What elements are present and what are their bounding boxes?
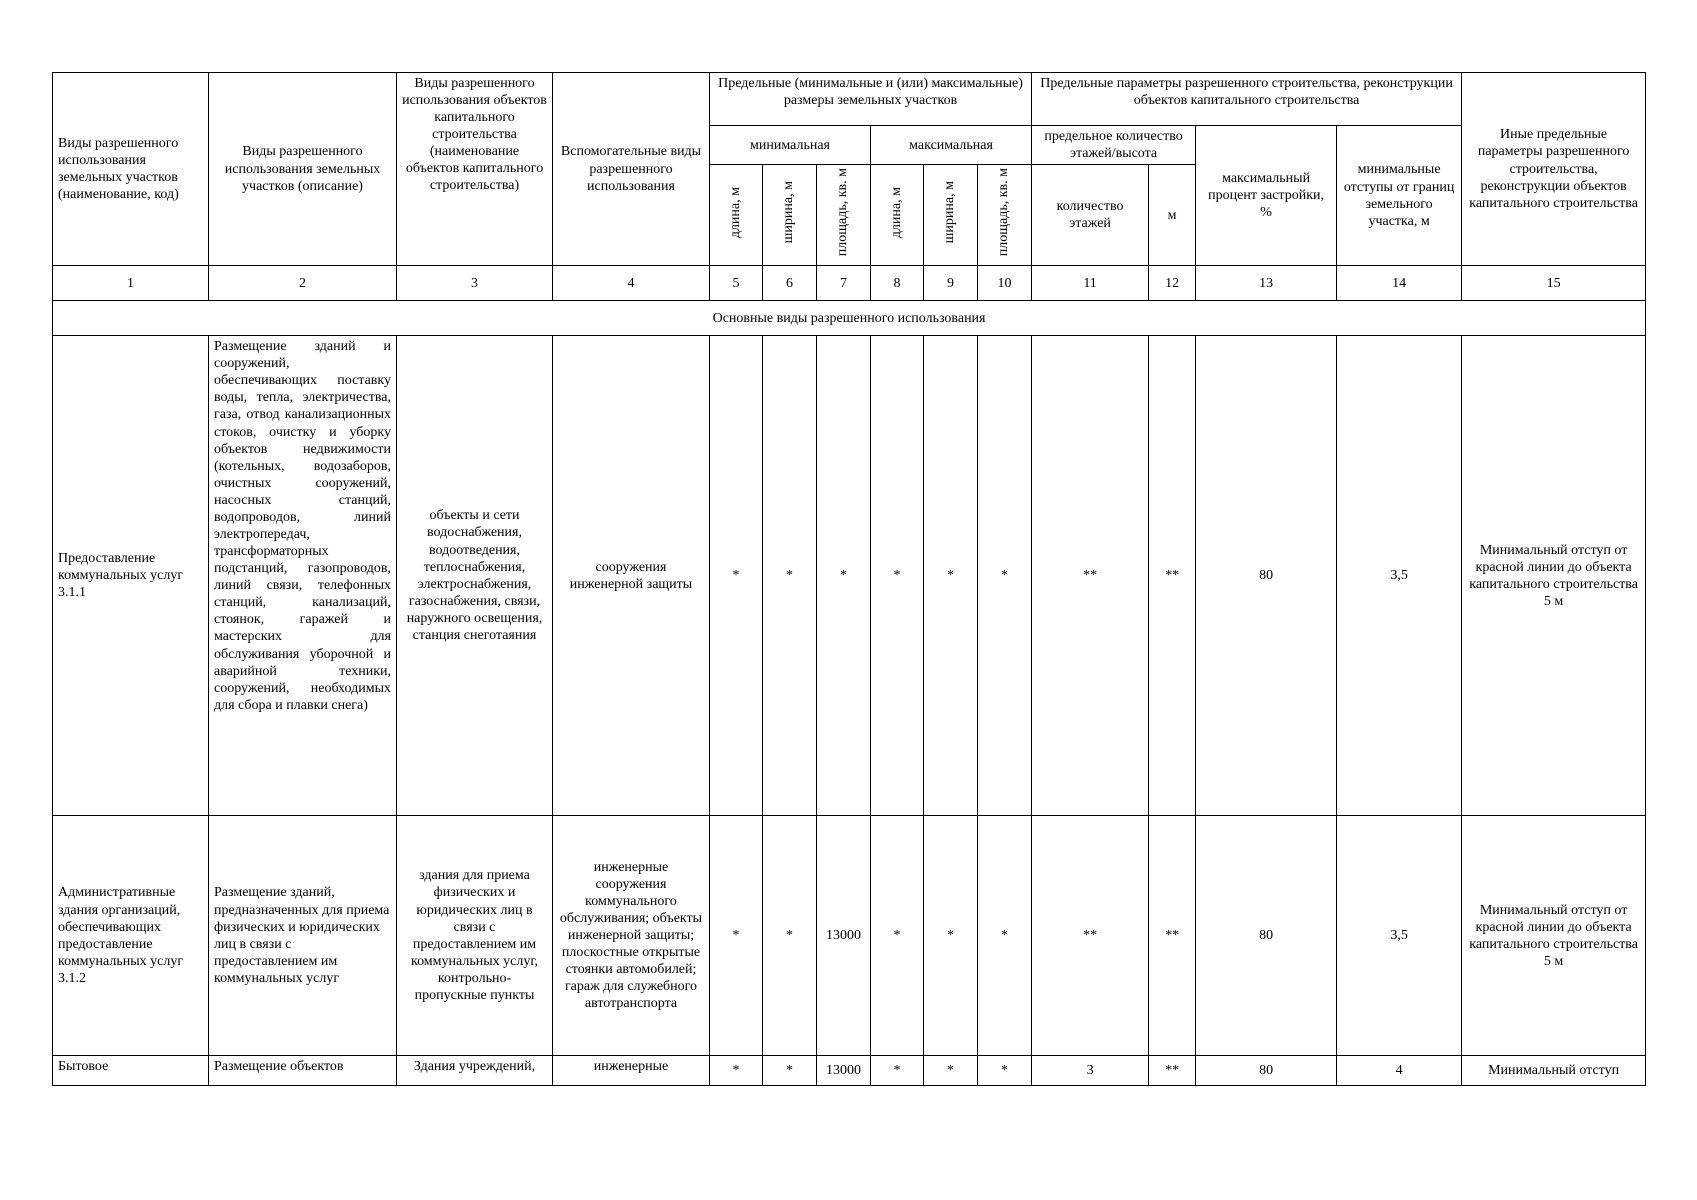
header-construction-objects: Виды разрешенного использования объектов капитального строительства (наименование объектов капитального строительства) <box>397 73 553 266</box>
header-land-use-name: Виды разрешенного использования земельных участков (наименование, код) <box>53 73 209 266</box>
min-setback-cell: 3,5 <box>1337 816 1462 1056</box>
max-area-cell: * <box>978 816 1032 1056</box>
min-length-cell: * <box>710 336 763 816</box>
height-cell: ** <box>1149 1056 1196 1086</box>
max-width-cell: * <box>924 1056 978 1086</box>
header-max-width: ширина, м <box>924 165 978 266</box>
header-other-params: Иные предельные параметры разрешенного строительства, реконструкции объектов капитального строительства <box>1462 73 1646 266</box>
table-row <box>53 1056 1646 1086</box>
table-row <box>53 336 1646 816</box>
column-number: 9 <box>924 266 978 301</box>
min-setback-cell: 4 <box>1337 1056 1462 1086</box>
column-number: 3 <box>397 266 553 301</box>
header-floors-height: предельное количество этажей/высота <box>1032 126 1196 165</box>
column-number: 13 <box>1196 266 1337 301</box>
header-max-percent: максимальный процент застройки, % <box>1196 126 1337 266</box>
min-setback-cell: 3,5 <box>1337 336 1462 816</box>
header-build-params: Предельные параметры разрешенного строительства, реконструкции объектов капитального строительства <box>1032 73 1462 126</box>
height-cell: ** <box>1149 816 1196 1056</box>
header-max-length: длина, м <box>871 165 924 266</box>
height-cell: ** <box>1149 336 1196 816</box>
land-use-description-cell: Размещение зданий, предназначенных для приема физических и юридических лиц в связи с предоставлением им коммунальных услуг <box>209 816 397 1056</box>
column-numbers-row <box>53 266 1646 301</box>
section-title: Основные виды разрешенного использования <box>53 301 1646 336</box>
land-use-name-cell: Бытовое <box>53 1056 209 1086</box>
column-number: 15 <box>1462 266 1646 301</box>
construction-objects-cell: Здания учреждений, <box>397 1056 553 1086</box>
header-min: минимальная <box>710 126 871 165</box>
column-number: 5 <box>710 266 763 301</box>
section-row <box>53 301 1646 336</box>
max-percent-cell: 80 <box>1196 816 1337 1056</box>
header-min-width: ширина, м <box>763 165 817 266</box>
min-width-cell: * <box>763 1056 817 1086</box>
floors-cell: ** <box>1032 816 1149 1056</box>
header-max-area: площадь, кв. м <box>978 165 1032 266</box>
land-use-description-cell: Размещение объектов <box>209 1056 397 1086</box>
other-params-cell: Минимальный отступ от красной линии до объекта капитального строительства 5 м <box>1462 336 1646 816</box>
header-min-length: длина, м <box>710 165 763 266</box>
column-number: 4 <box>553 266 710 301</box>
construction-objects-cell: здания для приема физических и юридических лиц в связи с предоставлением им коммунальных услуг, контрольно-пропускные пункты <box>397 816 553 1056</box>
max-percent-cell: 80 <box>1196 336 1337 816</box>
auxiliary-uses-cell: сооружения инженерной защиты <box>553 336 710 816</box>
column-number: 10 <box>978 266 1032 301</box>
column-number: 11 <box>1032 266 1149 301</box>
max-area-cell: * <box>978 336 1032 816</box>
header-min-area: площадь, кв. м <box>817 165 871 266</box>
max-width-cell: * <box>924 816 978 1056</box>
header-min-setbacks: минимальные отступы от границ земельного участка, м <box>1337 126 1462 266</box>
header-land-use-description: Виды разрешенного использования земельных участков (описание) <box>209 73 397 266</box>
max-percent-cell: 80 <box>1196 1056 1337 1086</box>
other-params-cell: Минимальный отступ <box>1462 1056 1646 1086</box>
header-row-1 <box>53 73 1646 126</box>
land-use-description-cell: Размещение зданий и сооружений, обеспечивающих поставку воды, тепла, электричества, газа, отвод канализационных стоков, очистку и уборку объектов недвижимости (котельных, водозаборов, очистных сооружений, насосных станций, водопроводов, линий электропередач, трансформаторных подстанций, газопроводов, линий связи, телефонных станций, канализаций, стоянок, гаражей и мастерских для обслуживания уборочной и аварийной техники, сооружений, необходимых для сбора и плавки снега) <box>209 336 397 816</box>
header-auxiliary-uses: Вспомогательные виды разрешенного использования <box>553 73 710 266</box>
zoning-regulations-table <box>52 72 1646 1086</box>
min-width-cell: * <box>763 336 817 816</box>
table-row <box>53 816 1646 1056</box>
column-number: 6 <box>763 266 817 301</box>
auxiliary-uses-cell: инженерные <box>553 1056 710 1086</box>
land-use-name-cell: Предоставление коммунальных услуг 3.1.1 <box>53 336 209 816</box>
min-area-cell: 13000 <box>817 1056 871 1086</box>
floors-cell: ** <box>1032 336 1149 816</box>
column-number: 2 <box>209 266 397 301</box>
column-number: 8 <box>871 266 924 301</box>
min-width-cell: * <box>763 816 817 1056</box>
header-floors: количество этажей <box>1032 165 1149 266</box>
max-width-cell: * <box>924 336 978 816</box>
land-use-name-cell: Административные здания организаций, обеспечивающих предоставление коммунальных услуг 3.1.2 <box>53 816 209 1056</box>
min-length-cell: * <box>710 1056 763 1086</box>
auxiliary-uses-cell: инженерные сооружения коммунального обслуживания; объекты инженерной защиты; плоскостные открытые стоянки автомобилей; гараж для служебного автотранспорта <box>553 816 710 1056</box>
min-length-cell: * <box>710 816 763 1056</box>
max-length-cell: * <box>871 336 924 816</box>
max-area-cell: * <box>978 1056 1032 1086</box>
header-plot-sizes: Предельные (минимальные и (или) максимальные) размеры земельных участков <box>710 73 1032 126</box>
header-height-m: м <box>1149 165 1196 266</box>
max-length-cell: * <box>871 1056 924 1086</box>
header-max: максимальная <box>871 126 1032 165</box>
column-number: 7 <box>817 266 871 301</box>
other-params-cell: Минимальный отступ от красной линии до объекта капитального строительства 5 м <box>1462 816 1646 1056</box>
column-number: 14 <box>1337 266 1462 301</box>
min-area-cell: 13000 <box>817 816 871 1056</box>
column-number: 1 <box>53 266 209 301</box>
max-length-cell: * <box>871 816 924 1056</box>
construction-objects-cell: объекты и сети водоснабжения, водоотведения, теплоснабжения, электроснабжения, газоснабжения, связи, наружного освещения, станция снеготаяния <box>397 336 553 816</box>
min-area-cell: * <box>817 336 871 816</box>
floors-cell: 3 <box>1032 1056 1149 1086</box>
column-number: 12 <box>1149 266 1196 301</box>
